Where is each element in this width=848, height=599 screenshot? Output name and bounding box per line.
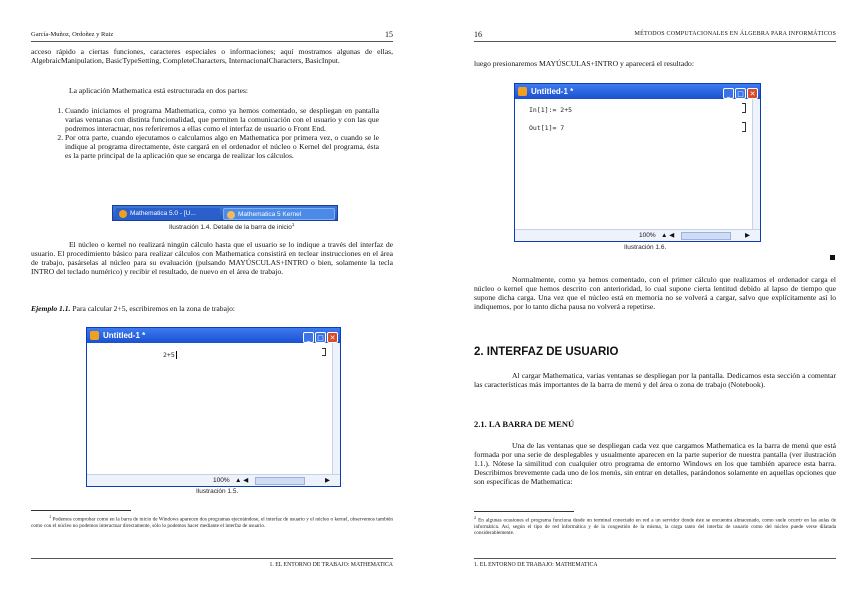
page-footer: 1. EL ENTORNO DE TRABAJO: MATHEMATICA: [31, 558, 393, 568]
taskbar-button-kernel: Mathematica 5 Kernel: [223, 208, 335, 220]
status-bar: [515, 229, 760, 241]
cell-bracket[interactable]: [322, 348, 326, 356]
text-cursor: [176, 351, 177, 359]
footnote: $^1$ Podemos comprobar como en la barra de inicio de Windows aparecen dos programas ejecutándose, el interfaz de usuario y el núcleo o kernel, observemos también como con el núcleo no podemos interactuar directamente, sólo lo podemos hacer mediante el interfaz de usuario.: [31, 514, 394, 529]
header-authors: García-Muñoz, Ordoñez y Ruiz: [31, 31, 114, 38]
window-controls: [302, 330, 338, 341]
left-page: [31, 0, 393, 599]
footnote-rule: [31, 510, 131, 511]
zoom-level[interactable]: 100%: [639, 232, 656, 239]
list-item: 1. Cuando iniciamos el programa Mathematica, como ya hemos comentado, se despliegan en pantalla varias ventanas con distinta funcionalidad, que permiten la comunicación con el usuario y con las que podremos interactuar, nos referiremos a ellas como el interfaz de usuario o Front End.: [65, 106, 379, 133]
header-title: MÉTODOS COMPUTACIONALES EN ÁLGEBRA PARA INFORMÁTICOS: [634, 31, 836, 37]
close-icon[interactable]: ✕: [327, 332, 338, 343]
maximize-icon[interactable]: □: [315, 332, 326, 343]
window-title-bar[interactable]: Untitled-1 * _ □ ✕: [515, 84, 760, 99]
page-header: [474, 30, 836, 42]
subsection-title: 2.1. LA BARRA DE MENÚ: [474, 419, 575, 429]
output-cell: Out[1]= 7: [529, 124, 565, 132]
window-controls: [722, 86, 758, 97]
caption: Ilustración 1.6.: [624, 244, 667, 251]
cell-bracket[interactable]: [742, 103, 746, 113]
kernel-icon: [227, 211, 235, 219]
page-number: 16: [474, 30, 482, 39]
caption: Ilustración 1.4. Detalle de la barra de inicio$^1$: [169, 222, 295, 232]
footnote-rule: [474, 511, 574, 512]
paragraph: Al cargar Mathematica, varias ventanas se despliegan por la pantalla. Dedicamos esta sección a comentar las características más importantes de la barra de menú y del área o zona de trabajo (Notebook).: [474, 371, 836, 389]
caption: Ilustración 1.5.: [196, 488, 239, 495]
zoom-arrows-icon[interactable]: ▲ ◀: [661, 232, 675, 239]
taskbar-detail: [112, 205, 338, 221]
vertical-scrollbar[interactable]: [752, 99, 760, 229]
input-cell[interactable]: In[1]:= 2+5: [529, 106, 573, 114]
end-of-example-square: [830, 255, 835, 260]
vertical-scrollbar[interactable]: [332, 343, 340, 474]
status-bar: [87, 474, 340, 486]
notebook-window[interactable]: [86, 327, 341, 487]
scroll-right-icon[interactable]: ▶: [745, 232, 750, 239]
zoom-level[interactable]: 100%: [213, 477, 230, 484]
list-item: 2. Por otra parte, cuando ejecutamos o calculamos algo en Mathematica por primera vez, o cuando se le indique al programa directamente, éste cargará en el ordenador el núcleo o Kernel del programa, ésta es la parte principal de la aplicación que se encarga de realizar los cálculos.: [65, 133, 379, 160]
paragraph: acceso rápido a ciertas funciones, caracteres especiales o informaciones; aquí mostramos algunas de ellas, AlgebraicManipulation, BasicTypeSetting, CompleteCharacters, InternacionalCharacters, BasicInput.: [31, 47, 393, 65]
close-icon[interactable]: ✕: [747, 88, 758, 99]
horizontal-scrollbar[interactable]: [255, 477, 305, 485]
notebook-window[interactable]: [514, 83, 761, 242]
paragraph: La aplicación Mathematica está estructurada en dos partes:: [69, 86, 249, 95]
footnote: $^2$ En algunas ocasiones el programa funciona desde un terminal conectado en red a un servidor donde éste se encuentra almacenado, como suele ocurrir en las aulas de informática. Así, según el tipo de red informática y de la congestión de la misma, la carga tanto del interfaz de usuario como del núcleo puede verse dilatada considerablemente.: [474, 515, 837, 537]
page-number: 15: [385, 30, 393, 39]
right-page: [474, 0, 836, 599]
maximize-icon[interactable]: □: [735, 88, 746, 99]
minimize-icon[interactable]: _: [723, 88, 734, 99]
paragraph: El núcleo o kernel no realizará ningún cálculo hasta que el usuario se lo indique a través del interfaz de usuario. El procedimiento básico para realizar cálculos con Mathematica consistirá en teclear instrucciones en el área de trabajo, pasárselas al núcleo para su evaluación (pulsando MAYÚSCULAS+INTRO o bien, solamente la tecla INTRO del teclado numérico) y recibir el resultado, de nuevo en el área de trabajo.: [31, 240, 393, 276]
taskbar-button-frontend: Mathematica 5.0 - [U...: [116, 208, 220, 220]
minimize-icon[interactable]: _: [303, 332, 314, 343]
mathematica-icon: [119, 210, 127, 218]
window-title-bar[interactable]: Untitled-1 * _ □ ✕: [87, 328, 340, 343]
page-header: [31, 30, 393, 42]
paragraph: Normalmente, como ya hemos comentado, con el primer cálculo que realizamos el ordenador carga el núcleo o kernel que hemos descrito con anterioridad, lo cual supone cierta lentitud debido al lapso de tiempo que supone dicha carga. Una vez que el núcleo está en memoria no se volverá a cargar, salvo que explícitamente así lo indiquemos, por lo tanto dicha pausa no volverá a repetirse.: [474, 275, 836, 311]
cell-bracket[interactable]: [742, 122, 746, 132]
page-footer: 1. EL ENTORNO DE TRABAJO: MATHEMATICA: [474, 558, 836, 568]
paragraph: Una de las ventanas que se despliegan cada vez que cargamos Mathematica es la barra de menú que está formada por una serie de desplegables y usualmente aparecen en la parte superior de nuestra pantalla (ver ilustración 1.1.). Nótese la similitud con cualquier otro programa de entorno Windows en los que también aparece esta barra. Describimos brevemente cada uno de los menús, sin entrar en detalles, parándonos solamente en aquellas opciones que son específicas de Mathematica:: [474, 441, 836, 486]
numbered-list: [53, 106, 379, 160]
horizontal-scrollbar[interactable]: [681, 232, 731, 240]
scroll-right-icon[interactable]: ▶: [325, 477, 330, 484]
app-icon: [90, 331, 99, 340]
example-paragraph: Ejemplo 1.1. Para calcular 2+5, escribiremos en la zona de trabajo:: [31, 304, 235, 313]
paragraph: luego presionaremos MAYÚSCULAS+INTRO y aparecerá el resultado:: [474, 59, 694, 68]
app-icon: [518, 87, 527, 96]
section-title: 2. INTERFAZ DE USUARIO: [474, 346, 619, 358]
zoom-arrows-icon[interactable]: ▲ ◀: [235, 477, 249, 484]
input-cell[interactable]: 2+5: [163, 351, 175, 359]
